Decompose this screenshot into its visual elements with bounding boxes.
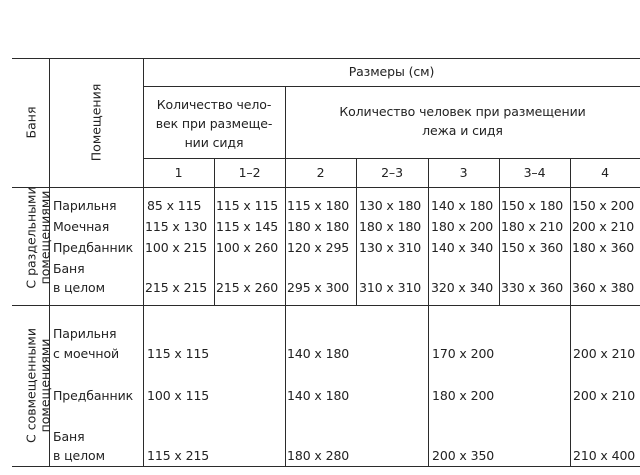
table-cell: 130 x 310 xyxy=(359,240,422,255)
table-cell: 115 x 145 xyxy=(216,219,279,234)
table-cell: 360 x 380 xyxy=(572,280,635,295)
table-cell: 210 x 400 xyxy=(573,448,636,463)
header-sitting-line2: век при размеще- xyxy=(155,116,273,131)
table-cell: 85 x 115 xyxy=(147,198,202,213)
table-cell: 140 x 180 xyxy=(287,388,350,403)
table-cell: 200 x 210 xyxy=(573,346,636,361)
table-cell: 150 x 360 xyxy=(501,240,564,255)
table-cell: 100 x 260 xyxy=(216,240,279,255)
table-cell: 200 x 210 xyxy=(573,388,636,403)
table-cell: 180 x 180 xyxy=(359,219,422,234)
table-cell: 320 x 340 xyxy=(431,280,494,295)
room-banya: Баня xyxy=(53,261,85,276)
table-cell: 215 x 260 xyxy=(216,280,279,295)
header-sitting-line3: нии сидя xyxy=(184,135,244,150)
header-razmery: Размеры (см) xyxy=(348,64,435,79)
rule-section-split xyxy=(12,305,640,306)
table-cell: 200 x 210 xyxy=(572,219,635,234)
table-cell: 100 x 215 xyxy=(145,240,208,255)
room-predbannik: Предбанник xyxy=(53,240,134,255)
table-cell: 115 x 180 xyxy=(287,198,350,213)
table-cell: 180 x 280 xyxy=(287,448,350,463)
table-cell: 150 x 200 xyxy=(572,198,635,213)
table-cell: 200 x 350 xyxy=(432,448,495,463)
column-header: 3 xyxy=(459,165,468,180)
section-separate-label-line1: С раздельными xyxy=(23,186,39,289)
table-cell: 215 x 215 xyxy=(145,280,208,295)
column-header: 1 xyxy=(174,165,183,180)
table-cell: 330 x 360 xyxy=(501,280,564,295)
rule-v-groups xyxy=(285,86,286,466)
table-cell: 180 x 360 xyxy=(572,240,635,255)
room-parilnya-s-moechnoy-line2: с моечной xyxy=(53,346,120,361)
table-cell: 140 x 180 xyxy=(287,346,350,361)
room-banya-combined-line2: в целом xyxy=(53,448,105,463)
table-cell: 115 x 115 xyxy=(216,198,279,213)
column-header: 3–4 xyxy=(523,165,546,180)
table-cell: 170 x 200 xyxy=(432,346,495,361)
section-combined-label xyxy=(13,306,53,466)
table-cell: 115 x 215 xyxy=(147,448,210,463)
section-separate-label-line2: помещениями xyxy=(37,190,53,285)
table-cell: 130 x 180 xyxy=(359,198,422,213)
header-sitting-line1: Количество чело- xyxy=(156,97,272,112)
rule-bottom xyxy=(12,466,640,467)
table-cell: 150 x 180 xyxy=(501,198,564,213)
table-cell: 295 x 300 xyxy=(287,280,350,295)
table-cell: 140 x 340 xyxy=(431,240,494,255)
room-parilnya: Парильня xyxy=(53,198,117,213)
rule-v-col4 xyxy=(428,158,429,466)
room-parilnya-s-moechnoy: Парильня xyxy=(53,326,117,341)
header-lying-line1: Количество человек при размещении xyxy=(339,104,586,119)
section-combined-label-line2: помещениями xyxy=(37,338,53,433)
table-cell: 115 x 115 xyxy=(147,346,210,361)
room-predbannik-combined: Предбанник xyxy=(53,388,134,403)
table-cell: 180 x 200 xyxy=(431,219,494,234)
table-cell: 180 x 200 xyxy=(432,388,495,403)
column-header: 2–3 xyxy=(381,165,403,180)
table-cell: 180 x 210 xyxy=(501,219,564,234)
rule-top xyxy=(12,58,640,59)
table-cell: 120 x 295 xyxy=(287,240,350,255)
section-combined-label-line1: С совмещенными xyxy=(23,328,39,443)
table-cell: 180 x 180 xyxy=(287,219,350,234)
column-header: 4 xyxy=(601,165,609,180)
room-banya-v-celom: в целом xyxy=(53,280,105,295)
rule-header-bottom xyxy=(12,187,640,188)
column-header: 2 xyxy=(316,165,325,180)
table-cell: 115 x 130 xyxy=(145,219,208,234)
rule-under-groups xyxy=(143,158,640,159)
header-lying-line2: лежа и сидя xyxy=(422,123,503,138)
table-cell: 100 x 115 xyxy=(147,388,210,403)
table-cell: 310 x 310 xyxy=(359,280,422,295)
section-separate-label xyxy=(13,186,53,304)
header-pomeshcheniya: Помещения xyxy=(88,83,104,162)
room-banya-combined: Баня xyxy=(53,429,85,444)
room-moechnaya: Моечная xyxy=(53,219,110,234)
table-cell: 140 x 180 xyxy=(431,198,494,213)
column-header: 1–2 xyxy=(238,165,261,180)
rule-v-col6 xyxy=(570,158,571,466)
header-banya: Баня xyxy=(23,106,39,139)
rule-under-razmery xyxy=(143,86,640,87)
